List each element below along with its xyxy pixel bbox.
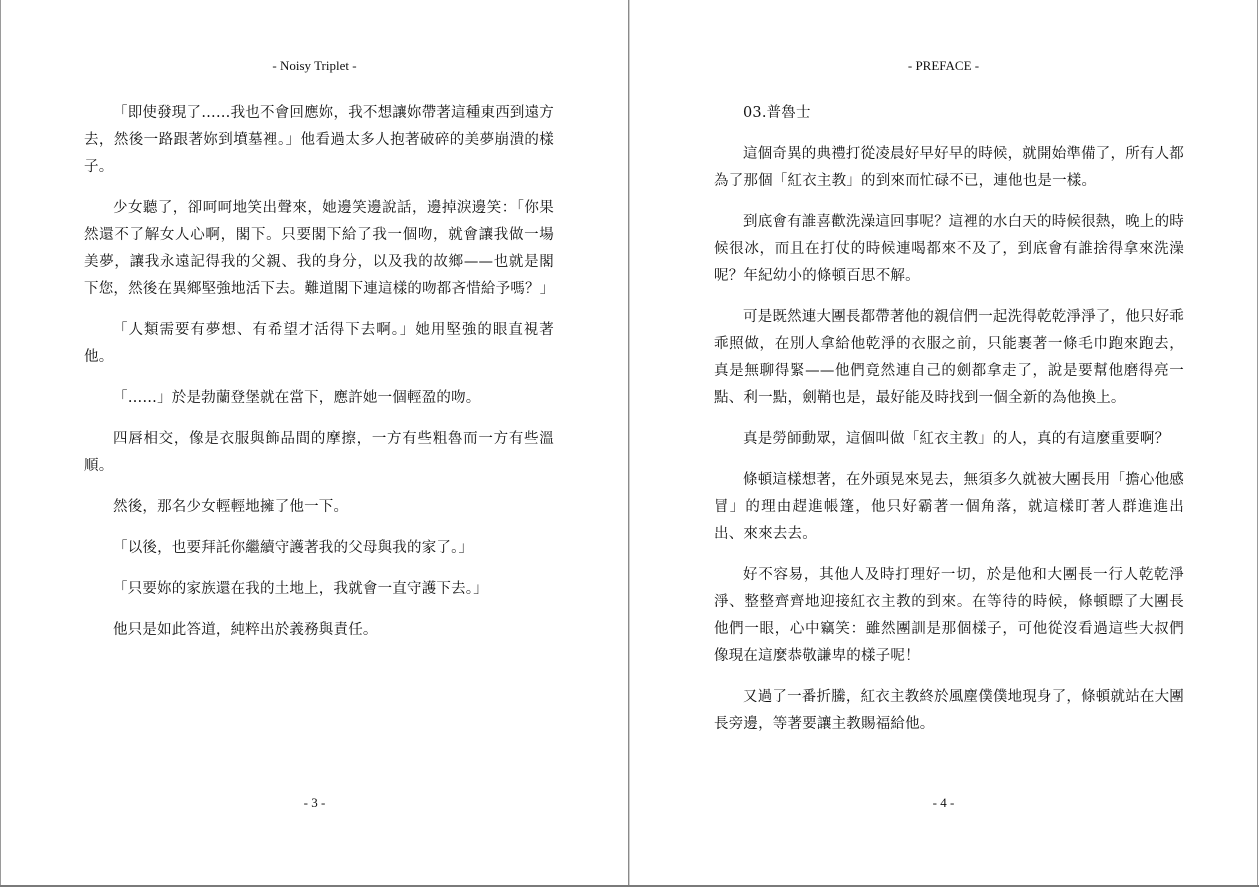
running-header: - PREFACE - bbox=[907, 58, 980, 73]
page-body bbox=[714, 100, 1184, 752]
paragraph: 少女聽了，卻呵呵地笑出聲來，她邊笑邊說話，邊掉淚邊笑：「你果然還不了解女人心啊，閣下。只要閣下給了我一個吻，就會讓我做一場美夢，讓我永遠記得我的父親、我的身分，以及我的故鄉——也就是閣下您，然後在異鄉堅強地活下去。難道閣下連這樣的吻都吝惜給予嗎？」 bbox=[84, 200, 555, 297]
page-number: - 4 - bbox=[932, 795, 955, 810]
paragraph: 四唇相交，像是衣服與飾品間的摩擦，一方有些粗魯而一方有些溫順。 bbox=[84, 431, 554, 474]
paragraph: 「人類需要有夢想、有希望才活得下去啊。」她用堅強的眼直視著他。 bbox=[84, 322, 554, 365]
paragraph: 他只是如此答道，純粹出於義務與責任。 bbox=[113, 622, 378, 638]
chapter-heading: 03.普魯士 bbox=[743, 105, 811, 121]
page-body bbox=[84, 100, 554, 658]
paragraph: 然後，那名少女輕輕地擁了他一下。 bbox=[113, 499, 349, 515]
running-header: - Noisy Triplet - bbox=[272, 58, 357, 73]
paragraph: 「……」於是勃蘭登堡就在當下，應許她一個輕盈的吻。 bbox=[113, 390, 481, 406]
paragraph: 「只要妳的家族還在我的土地上，我就會一直守護下去。」 bbox=[113, 581, 488, 597]
paragraph: 條頓這樣想著，在外頭晃來晃去，無須多久就被大團長用「擔心他感冒」的理由趕進帳篷，他只好霸著一個角落，就這樣盯著人群進進出出、來來去去。 bbox=[714, 472, 1184, 542]
page-4 bbox=[629, 0, 1258, 885]
paragraph: 到底會有誰喜歡洗澡這回事呢？這裡的水白天的時候很熱，晚上的時候很冰，而且在打仗的時候連喝都來不及了，到底會有誰捨得拿來洗澡呢？年紀幼小的條頓百思不解。 bbox=[714, 214, 1184, 284]
paragraph: 又過了一番折騰，紅衣主教終於風塵僕僕地現身了，條頓就站在大團長旁邊，等著要讓主教賜福給他。 bbox=[714, 689, 1184, 732]
paragraph: 好不容易，其他人及時打理好一切，於是他和大團長一行人乾乾淨淨、整整齊齊地迎接紅衣主教的到來。在等待的時候，條頓瞟了大團長他們一眼，心中竊笑：雖然團訓是那個樣子，可他從沒看過這些大叔們像現在這麼恭敬謙卑的樣子呢！ bbox=[714, 567, 1184, 664]
paragraph: 真是勞師動眾，這個叫做「紅衣主教」的人，真的有這麼重要啊？ bbox=[743, 431, 1170, 447]
paragraph: 這個奇異的典禮打從凌晨好早好早的時候，就開始準備了，所有人都為了那個「紅衣主教」的到來而忙碌不已，連他也是一樣。 bbox=[714, 146, 1184, 189]
paragraph: 「以後，也要拜託你繼續守護著我的父母與我的家了。」 bbox=[113, 540, 474, 556]
page-3 bbox=[0, 0, 629, 885]
paragraph: 可是既然連大團長都帶著他的親信們一起洗得乾乾淨淨了，他只好乖乖照做，在別人拿給他乾淨的衣服之前，只能裹著一條毛巾跑來跑去，真是無聊得緊——他們竟然連自己的劍都拿走了，說是要幫他磨得亮一點、利一點，劍鞘也是，最好能及時找到一個全新的為他換上。 bbox=[714, 309, 1184, 406]
paragraph: 「即使發現了……我也不會回應妳，我不想讓妳帶著這種東西到遠方去，然後一路跟著妳到墳墓裡。」他看過太多人抱著破碎的美夢崩潰的樣子。 bbox=[84, 105, 554, 175]
page-number: - 3 - bbox=[303, 795, 326, 810]
